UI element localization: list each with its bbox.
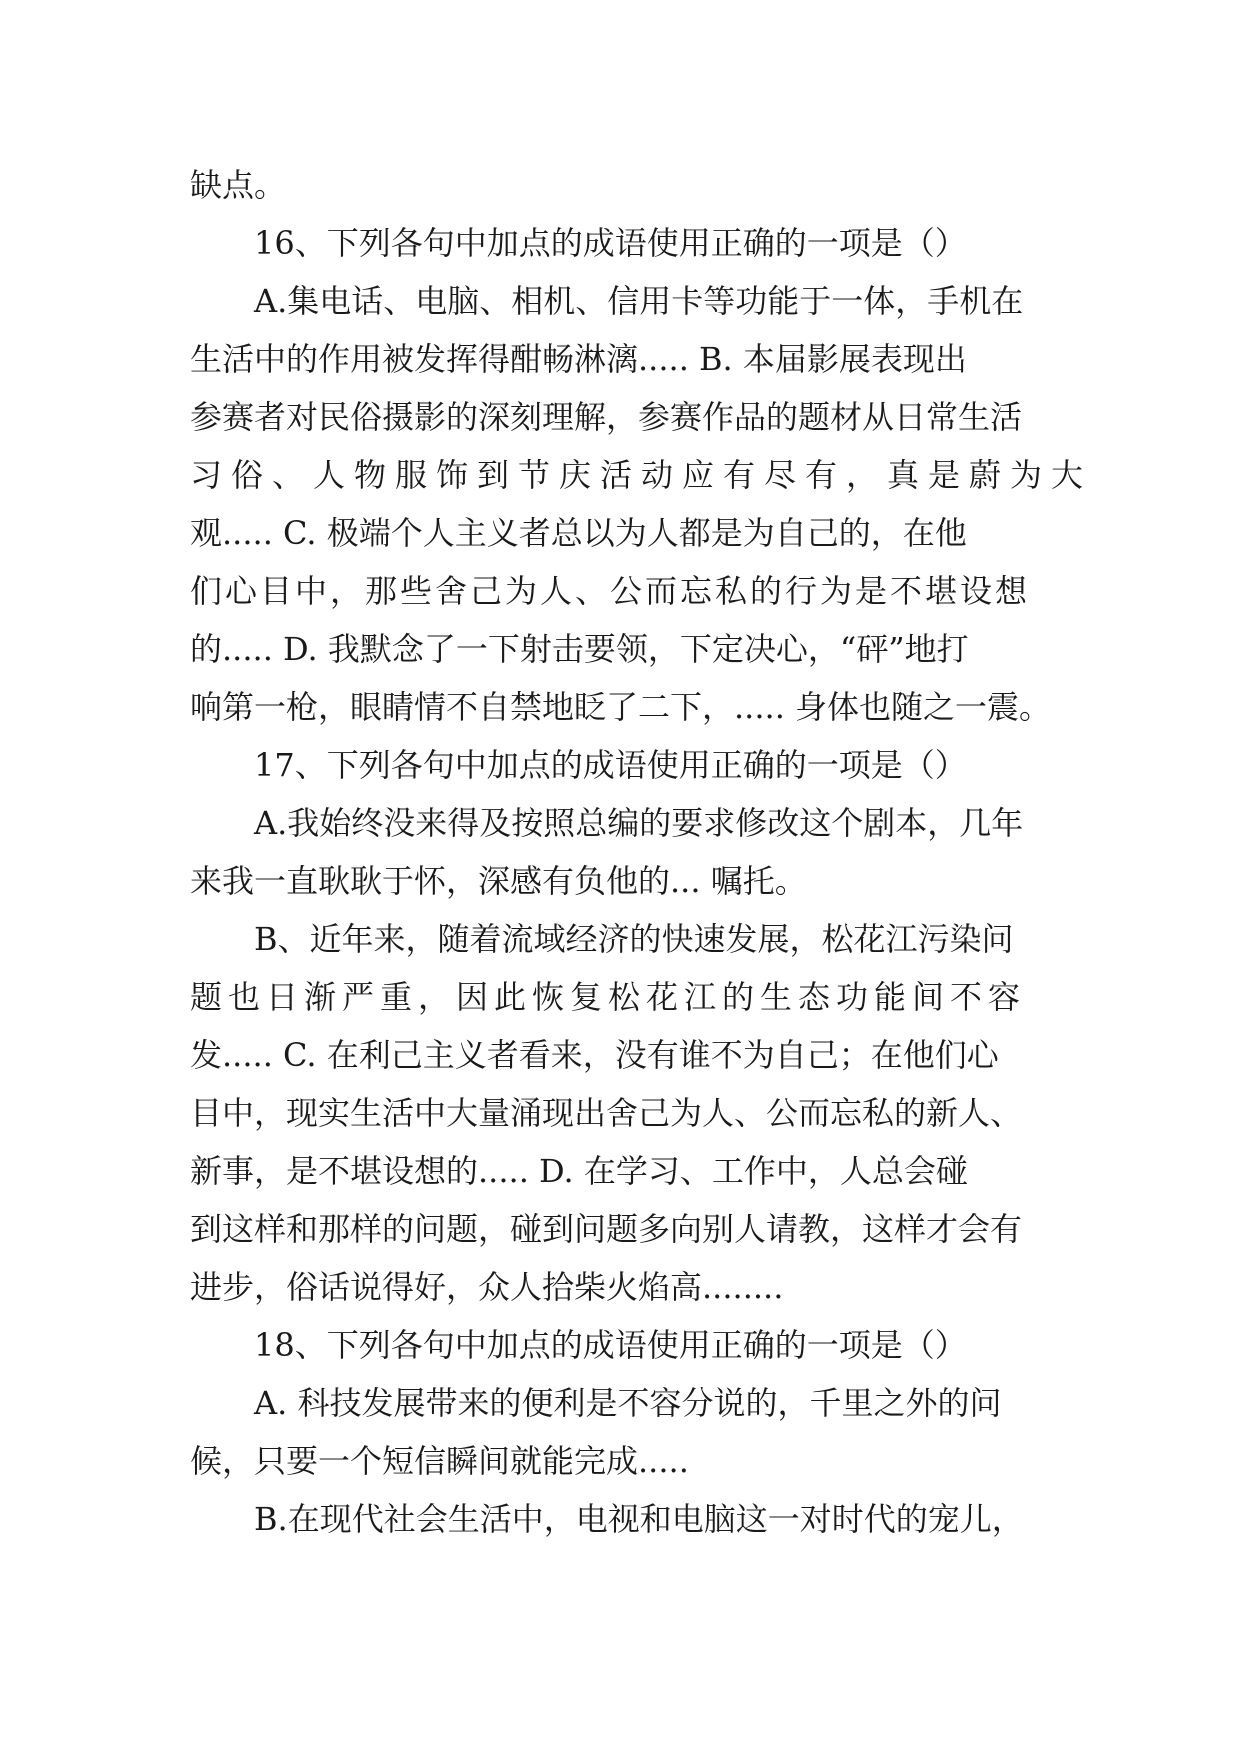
text-line: 缺点。 — [190, 166, 287, 204]
text-line: 发..... C. 在利己主义者看来，没有谁不为自己；在他们心 — [190, 1036, 999, 1074]
text-line: B、近年来，随着流域经济的快速发展，松花江污染问 — [254, 920, 1014, 958]
text-line: 目中，现实生活中大量涌现出舍己为人、公而忘私的新人、 — [190, 1094, 1023, 1132]
text-line: 新事，是不堪设想的..... D. 在学习、工作中，人总会碰 — [190, 1152, 968, 1190]
text-line: B.在现代社会生活中，电视和电脑这一对时代的宠儿， — [254, 1500, 1024, 1538]
text-line: A. 科技发展带来的便利是不容分说的，千里之外的问 — [254, 1384, 1002, 1422]
text-line: A.集电话、电脑、相机、信用卡等功能于一体，手机在 — [254, 282, 1024, 320]
text-line: 到这样和那样的问题，碰到问题多向别人请教，这样才会有 — [190, 1210, 1023, 1248]
question-17-stem: 17、下列各句中加点的成语使用正确的一项是（） — [254, 746, 967, 784]
document-body — [190, 156, 1093, 1548]
text-line: A.我始终没来得及按照总编的要求修改这个剧本，几年 — [254, 804, 1024, 842]
text-line: 生活中的作用被发挥得酣畅淋漓..... B. 本届影展表现出 — [190, 340, 967, 378]
question-18-stem: 18、下列各句中加点的成语使用正确的一项是（） — [254, 1326, 967, 1364]
text-line: 响第一枪，眼睛情不自禁地眨了二下，..... 身体也随之一震。 — [190, 688, 1052, 726]
question-16-stem: 16、下列各句中加点的成语使用正确的一项是（） — [254, 224, 967, 262]
text-line: 的..... D. 我默念了一下射击要领，下定决心，“砰”地打 — [190, 630, 969, 668]
text-line: 候，只要一个短信瞬间就能完成..... — [190, 1442, 689, 1480]
text-line: 来我一直耿耿于怀，深感有负他的... 嘱托。 — [190, 862, 807, 900]
text-line: 进步，俗话说得好，众人拾柴火焰高........ — [190, 1268, 784, 1306]
text-line: 们心目中，那些舍己为人、公而忘私的行为是不堪设想 — [190, 572, 1031, 610]
text-line: 观..... C. 极端个人主义者总以为人都是为自己的，在他 — [190, 514, 967, 552]
text-line: 参赛者对民俗摄影的深刻理解，参赛作品的题材从日常生活 — [190, 398, 1023, 436]
text-line: 习俗、人物服饰到节庆活动应有尽有，真是蔚为大 — [190, 456, 1093, 494]
text-line: 题也日渐严重，因此恢复松花江的生态功能间不容 — [190, 978, 1027, 1016]
